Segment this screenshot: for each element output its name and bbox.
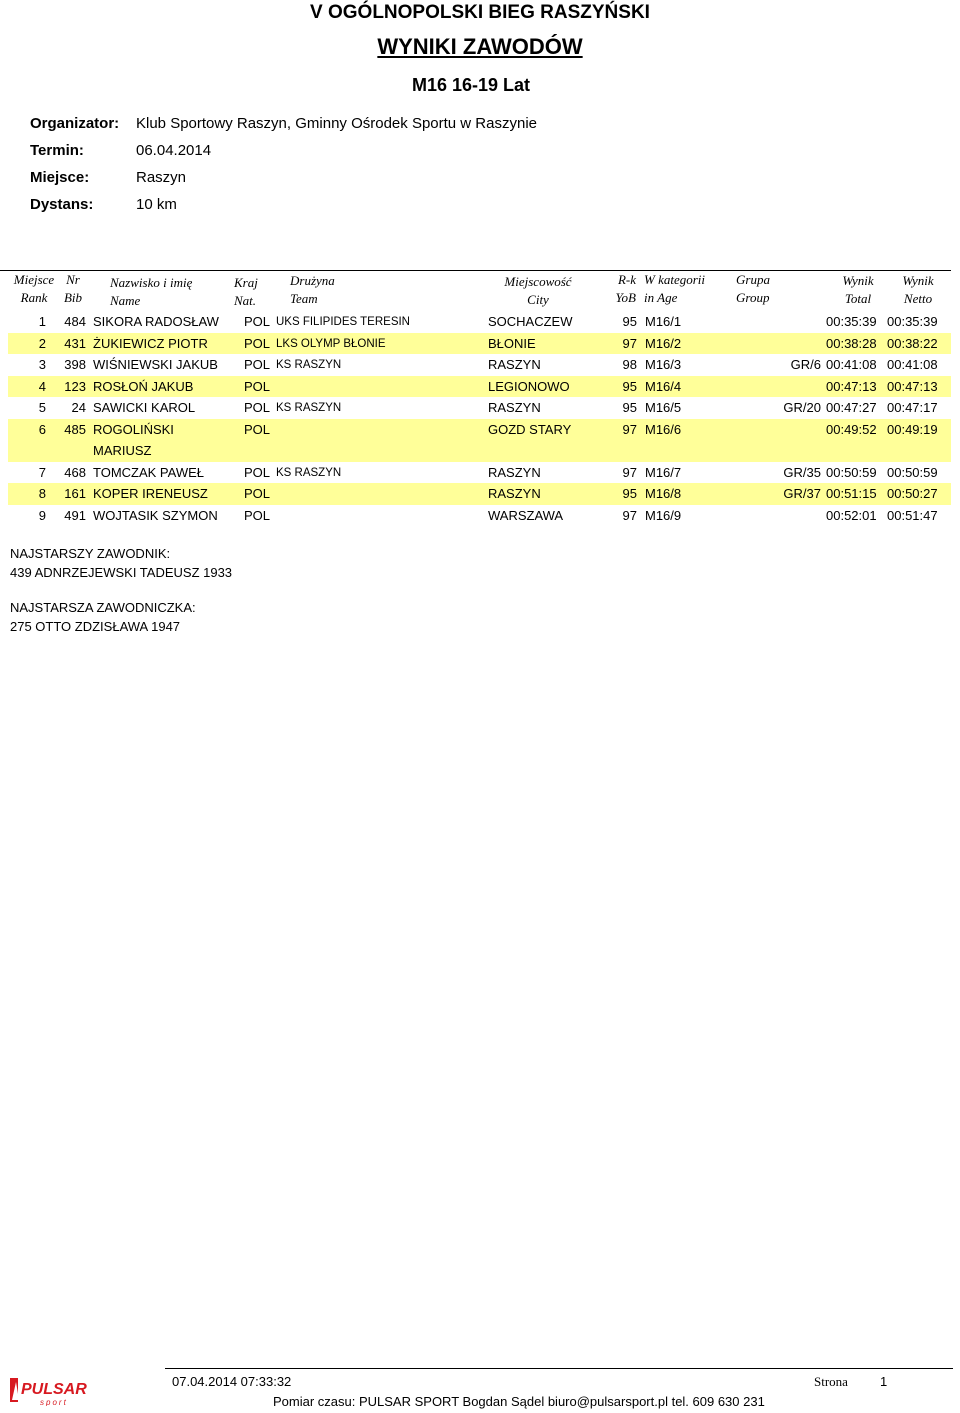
cell-bib: 468 <box>64 464 86 480</box>
header-bib <box>58 271 88 307</box>
cell-name: WIŚNIEWSKI JAKUB <box>93 357 218 372</box>
cell-nat: POL <box>244 421 271 437</box>
cell-total: 00:50:59 <box>826 464 877 480</box>
cell-total: 00:49:52 <box>826 421 877 437</box>
cell-city: LEGIONOWO <box>488 378 570 394</box>
cell-bib: 431 <box>64 335 86 351</box>
column-header <box>0 270 951 307</box>
header-yob <box>600 271 636 307</box>
cell-nat: POL <box>244 314 271 329</box>
header-total-pl: Wynik <box>842 273 874 288</box>
cell-age: M16/1 <box>645 314 682 329</box>
cell-total: 00:51:15 <box>826 486 877 501</box>
cell-team: KS RASZYN <box>276 359 342 371</box>
cell-rank: 1 <box>38 314 46 329</box>
table-row <box>8 483 951 505</box>
cell-name-continued: MARIUSZ <box>93 442 152 458</box>
cell-nat: POL <box>244 335 271 351</box>
cell-netto: 00:47:17 <box>887 400 938 415</box>
header-age <box>644 271 705 307</box>
cell-group: GR/35 <box>783 464 821 480</box>
header-group-pl: Grupa <box>736 272 770 287</box>
cell-netto: 00:50:27 <box>887 486 938 501</box>
cell-team: KS RASZYN <box>276 402 342 414</box>
cell-rank: 7 <box>38 464 46 480</box>
cell-rank: 5 <box>38 400 46 415</box>
header-netto-pl: Wynik <box>902 273 934 288</box>
cell-yob: 95 <box>622 486 637 501</box>
category-title: M16 16-19 Lat <box>412 75 531 95</box>
cell-netto: 00:47:13 <box>887 378 938 394</box>
cell-yob: 97 <box>622 464 637 480</box>
cell-age: M16/3 <box>645 357 682 372</box>
header-group <box>736 271 770 307</box>
cell-netto: 00:38:22 <box>887 335 938 351</box>
cell-group: GR/6 <box>790 357 821 372</box>
oldest-male-value: 439 ADNRZEJEWSKI TADEUSZ 1933 <box>10 565 233 580</box>
cell-age: M16/9 <box>645 507 682 523</box>
cell-total: 00:35:39 <box>826 314 877 329</box>
cell-name: TOMCZAK PAWEŁ <box>93 464 204 480</box>
place-label: Miejsce: <box>30 169 90 186</box>
cell-netto: 00:41:08 <box>887 357 938 372</box>
logo-text: PULSAR <box>21 1381 87 1398</box>
header-bib-pl: Nr <box>66 272 80 287</box>
cell-age: M16/5 <box>645 400 682 415</box>
header-name <box>110 274 192 310</box>
cell-nat: POL <box>244 464 271 480</box>
logo-subtext: sport <box>40 1398 68 1406</box>
cell-rank: 2 <box>38 335 46 351</box>
oldest-male-label: NAJSTARSZY ZAWODNIK: <box>10 546 171 561</box>
header-netto-en: Netto <box>903 291 933 306</box>
cell-nat: POL <box>244 357 271 372</box>
cell-nat: POL <box>244 400 271 415</box>
cell-nat: POL <box>244 378 271 394</box>
cell-rank: 4 <box>38 378 46 394</box>
header-netto <box>880 272 956 308</box>
cell-rank: 6 <box>38 421 46 437</box>
cell-name: ROSŁOŃ JAKUB <box>93 378 194 394</box>
oldest-female-value: 275 OTTO ZDZISŁAWA 1947 <box>10 619 181 634</box>
table-row <box>8 311 951 333</box>
cell-name: WOJTASIK SZYMON <box>93 507 218 523</box>
table-row <box>8 397 951 419</box>
header-rank-en: Rank <box>20 290 48 305</box>
cell-group: GR/20 <box>783 400 821 415</box>
footer-page-number: 1 <box>880 1374 888 1389</box>
header-nat <box>234 274 258 310</box>
cell-total: 00:47:27 <box>826 400 877 415</box>
table-row <box>8 505 951 527</box>
cell-yob: 97 <box>622 335 637 351</box>
cell-group: GR/37 <box>783 486 821 501</box>
cell-age: M16/7 <box>645 464 682 480</box>
cell-name: ŻUKIEWICZ PIOTR <box>93 335 208 351</box>
cell-name: SAWICKI KAROL <box>93 400 196 415</box>
cell-yob: 97 <box>622 507 637 523</box>
cell-city: BŁONIE <box>488 335 536 351</box>
header-total-en: Total <box>844 291 872 306</box>
cell-bib: 491 <box>64 507 86 523</box>
distance-label: Dystans: <box>30 196 94 213</box>
date-value: 06.04.2014 <box>136 142 212 159</box>
cell-total: 00:38:28 <box>826 335 877 351</box>
cell-yob: 95 <box>622 314 637 329</box>
cell-city: RASZYN <box>488 400 541 415</box>
cell-bib: 24 <box>71 400 86 415</box>
footer-timestamp: 07.04.2014 07:33:32 <box>172 1374 292 1389</box>
cell-rank: 3 <box>38 357 46 372</box>
header-team <box>290 272 335 308</box>
header-nat-pl: Kraj <box>234 275 258 290</box>
cell-city: GOZD STARY <box>488 421 572 437</box>
cell-yob: 98 <box>622 357 637 372</box>
date-label: Termin: <box>30 142 84 159</box>
cell-team: UKS FILIPIDES TERESIN <box>276 316 410 328</box>
cell-city: WARSZAWA <box>488 507 564 523</box>
cell-city: RASZYN <box>488 357 541 372</box>
cell-age: M16/6 <box>645 421 682 437</box>
cell-name: KOPER IRENEUSZ <box>93 486 208 501</box>
oldest-female-label: NAJSTARSZA ZAWODNICZKA: <box>10 600 196 615</box>
table-row <box>8 419 951 462</box>
footer-credit: Pomiar czasu: PULSAR SPORT Bogdan Sądel biuro@pulsarsport.pl tel. 609 630 231 <box>273 1394 765 1409</box>
header-team-pl: Drużyna <box>290 273 335 288</box>
header-age-pl: W kategorii <box>644 272 706 287</box>
cell-total: 00:47:13 <box>826 378 877 394</box>
header-rank <box>8 271 60 307</box>
footer-divider <box>165 1368 953 1369</box>
header-city <box>478 273 598 309</box>
cell-team: LKS OLYMP BŁONIE <box>276 337 386 350</box>
cell-yob: 97 <box>622 421 637 437</box>
cell-netto: 00:51:47 <box>887 507 938 523</box>
cell-total: 00:41:08 <box>826 357 877 372</box>
header-rank-pl: Miejsce <box>13 272 55 287</box>
cell-city: RASZYN <box>488 464 541 480</box>
cell-city: RASZYN <box>488 486 541 501</box>
table-row <box>8 333 951 355</box>
header-nat-en: Nat. <box>234 293 257 308</box>
header-bib-en: Bib <box>63 290 83 305</box>
footer-page-label: Strona <box>814 1374 848 1389</box>
cell-nat: POL <box>244 507 271 523</box>
results-title: WYNIKI ZAWODÓW <box>377 34 583 59</box>
cell-nat: POL <box>244 486 271 501</box>
header-group-en: Group <box>736 290 770 305</box>
pulsar-sport-logo <box>10 1376 110 1406</box>
table-row <box>8 376 951 398</box>
header-city-pl: Miejscowość <box>504 274 572 289</box>
organizer-value: Klub Sportowy Raszyn, Gminny Ośrodek Sportu w Raszynie <box>136 115 537 132</box>
header-yob-pl: R-k <box>617 272 636 287</box>
cell-rank: 8 <box>38 486 46 501</box>
cell-age: M16/8 <box>645 486 682 501</box>
cell-bib: 161 <box>64 486 86 501</box>
cell-bib: 485 <box>64 421 86 437</box>
cell-total: 00:52:01 <box>826 507 877 523</box>
cell-yob: 95 <box>622 400 637 415</box>
cell-rank: 9 <box>38 507 46 523</box>
cell-age: M16/2 <box>645 335 682 351</box>
header-name-en: Name <box>110 293 141 308</box>
header-age-en: in Age <box>644 290 678 305</box>
table-row <box>8 462 951 484</box>
cell-age: M16/4 <box>645 378 682 394</box>
cell-bib: 123 <box>64 378 86 394</box>
header-yob-en: YoB <box>615 290 636 305</box>
header-city-en: City <box>527 292 549 307</box>
cell-bib: 398 <box>64 357 86 372</box>
place-value: Raszyn <box>136 169 187 186</box>
cell-netto: 00:50:59 <box>887 464 938 480</box>
header-team-en: Team <box>290 291 318 306</box>
table-row <box>8 354 951 376</box>
event-title: V OGÓLNOPOLSKI BIEG RASZYŃSKI <box>310 2 650 23</box>
header-name-pl: Nazwisko i imię <box>110 275 193 290</box>
cell-name: ROGOLIŃSKI <box>93 421 174 437</box>
cell-yob: 95 <box>622 378 637 394</box>
cell-team: KS RASZYN <box>276 466 342 479</box>
cell-city: SOCHACZEW <box>488 314 573 329</box>
results-table <box>8 311 951 526</box>
cell-bib: 484 <box>64 314 86 329</box>
organizer-label: Organizator: <box>30 115 120 132</box>
distance-value: 10 km <box>136 196 177 213</box>
cell-name: SIKORA RADOSŁAW <box>93 314 219 329</box>
cell-netto: 00:35:39 <box>887 314 938 329</box>
footer <box>0 1368 960 1413</box>
cell-netto: 00:49:19 <box>887 421 938 437</box>
